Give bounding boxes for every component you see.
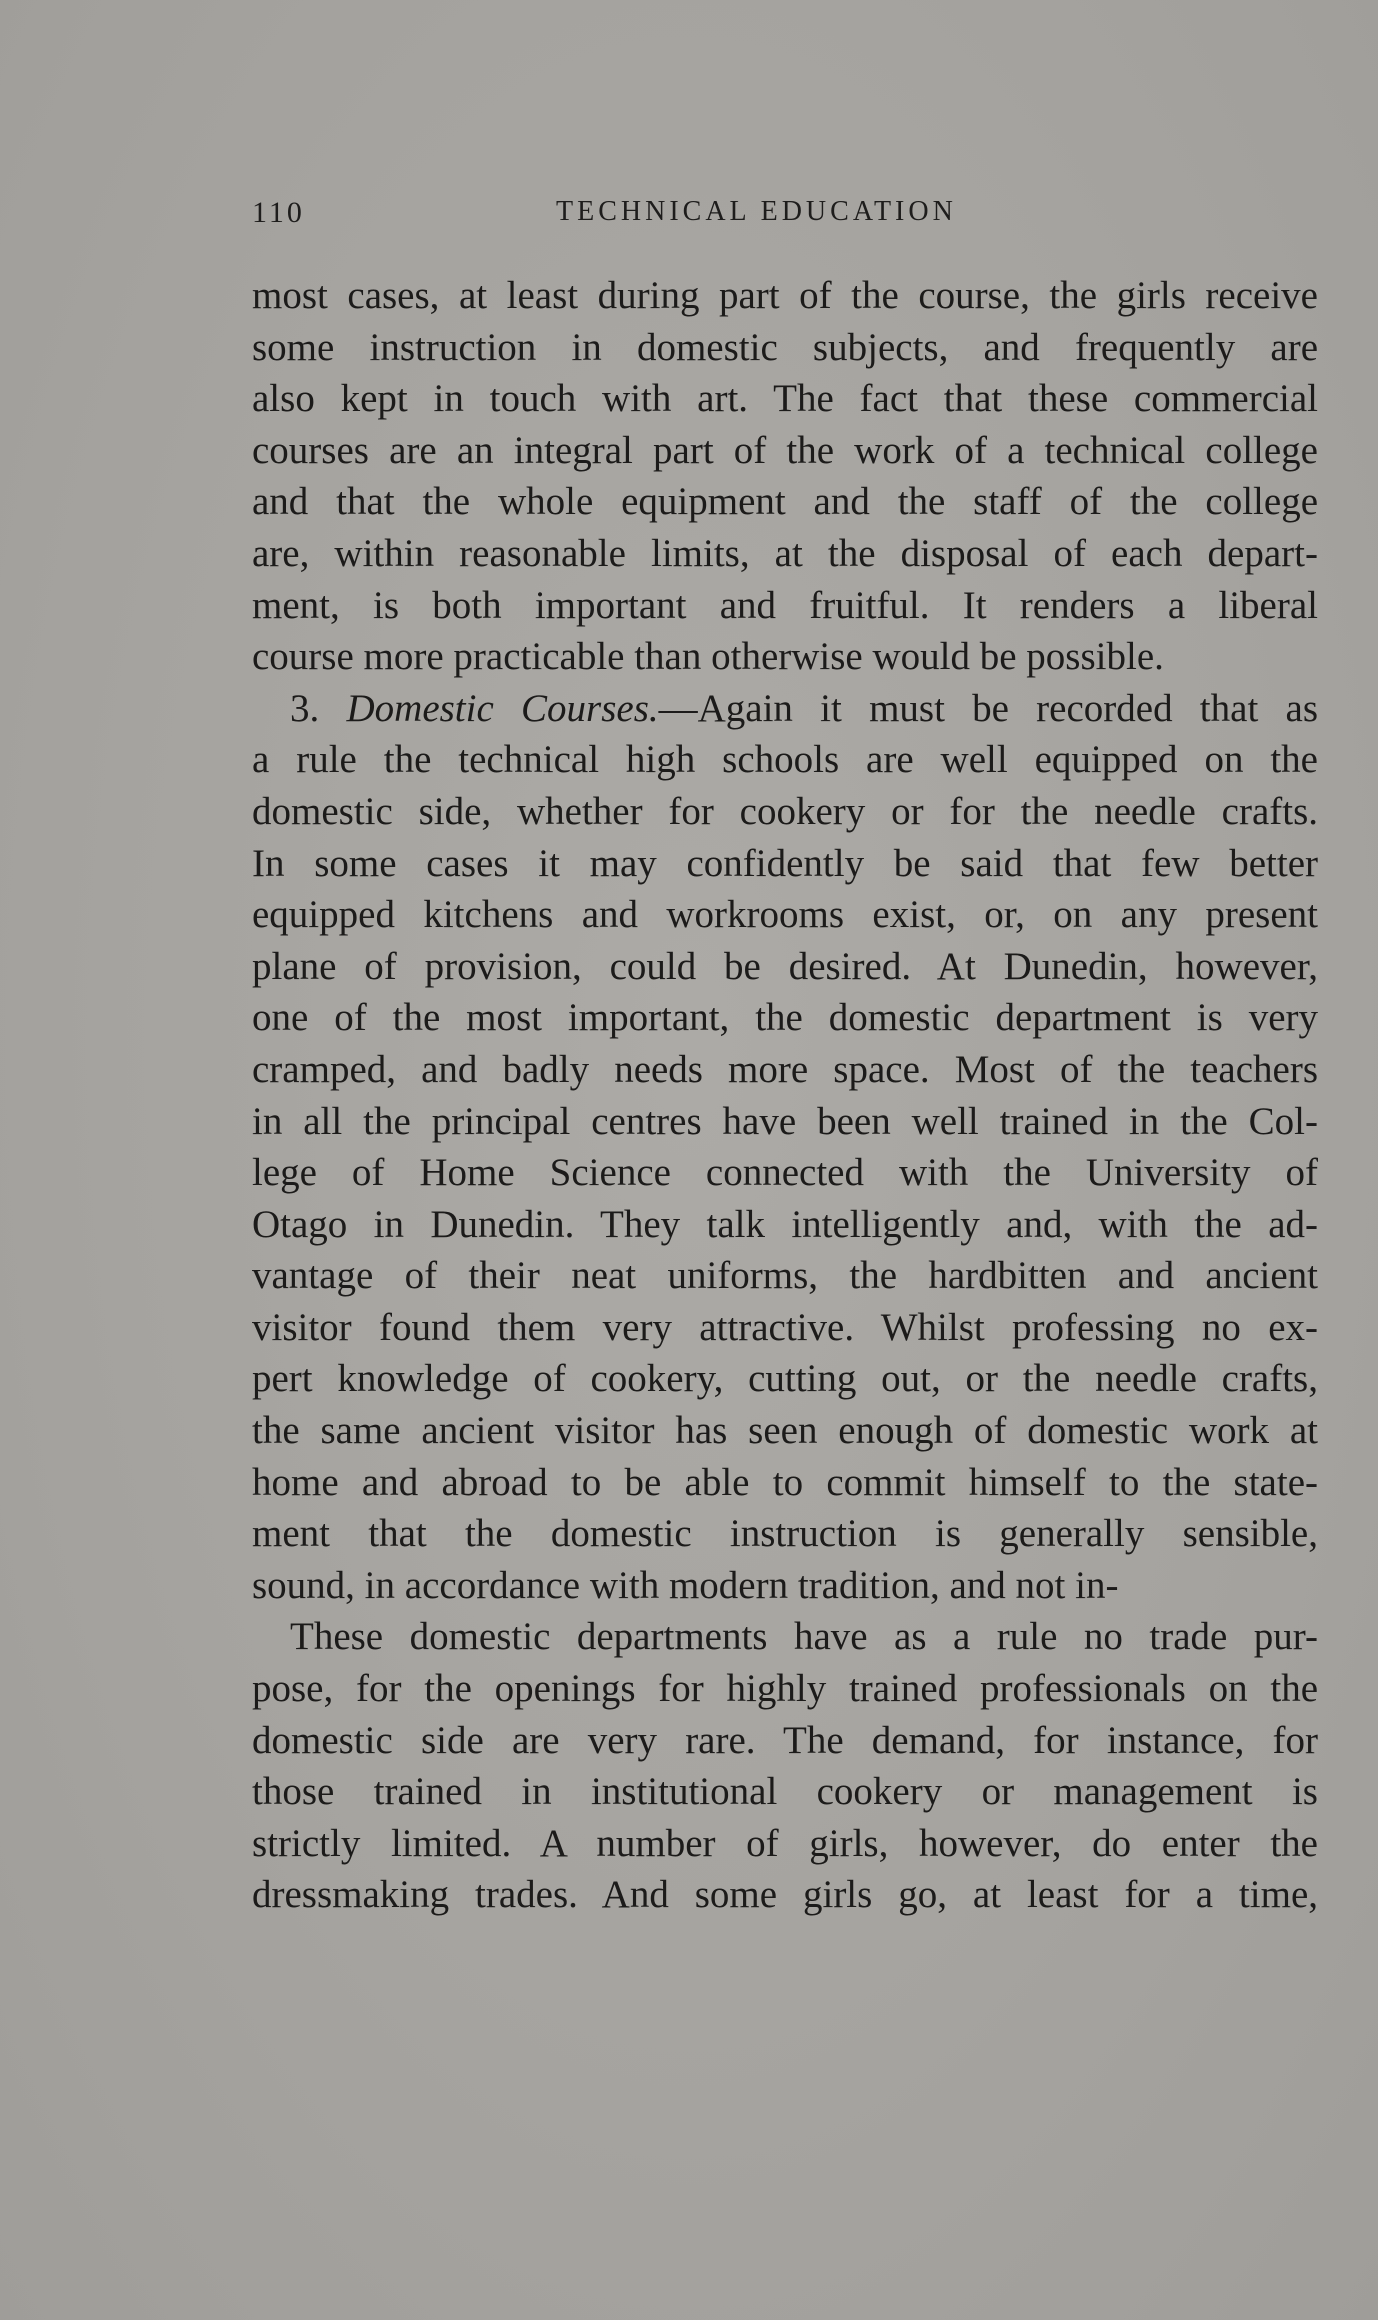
- text-line: ment that the domestic instruction is generally sensible,: [252, 1512, 1318, 1556]
- text-line: pose, for the openings for highly trained professionals on the: [252, 1667, 1318, 1711]
- text-line: some instruction in domestic subjects, and frequently are: [252, 325, 1318, 369]
- text-line: course more practicable than otherwise would be possible.: [252, 635, 1164, 679]
- text-line: plane of provision, could be desired. At Dunedin, however,: [252, 944, 1318, 988]
- text-line: visitor found them very attractive. Whilst professing no ex-: [252, 1305, 1318, 1349]
- text-line: lege of Home Science connected with the University of: [252, 1151, 1318, 1195]
- text-line: sound, in accordance with modern tradition, and not in-: [252, 1563, 1119, 1607]
- running-head: TECHNICAL EDUCATION: [556, 196, 957, 227]
- text-line: also kept in touch with art. The fact that these commercial: [252, 377, 1318, 421]
- text-line: courses are an integral part of the work of a technical college: [252, 428, 1318, 472]
- text-line: are, within reasonable limits, at the disposal of each depart-: [252, 531, 1318, 575]
- section-number: 3.: [290, 686, 320, 730]
- text-line: domestic side, whether for cookery or for the needle crafts.: [252, 789, 1318, 833]
- text-line: and that the whole equipment and the staff of the college: [252, 480, 1318, 524]
- section-heading: Domestic Courses.: [346, 686, 659, 730]
- text-line: Otago in Dunedin. They talk intelligently and, with the ad-: [252, 1202, 1318, 1246]
- text-line: dressmaking trades. And some girls go, at least for a time,: [252, 1873, 1318, 1917]
- text-line: the same ancient visitor has seen enough of domestic work at: [252, 1409, 1318, 1453]
- text-line: pert knowledge of cookery, cutting out, or the needle crafts,: [252, 1357, 1318, 1401]
- page-number: 110: [252, 196, 305, 229]
- text-line: These domestic departments have as a rule no trade pur-: [290, 1615, 1318, 1659]
- text-line: a rule the technical high schools are well equipped on the: [252, 738, 1318, 782]
- text-line: those trained in institutional cookery or management is: [252, 1770, 1318, 1814]
- text-line: equipped kitchens and workrooms exist, or, on any present: [252, 893, 1318, 937]
- text-line-continuation: —Again it must be recorded that as: [658, 686, 1319, 730]
- text-line: ment, is both important and fruitful. It renders a liberal: [252, 583, 1318, 627]
- text-line: most cases, at least during part of the course, the girls receive: [252, 274, 1318, 317]
- body-text: [252, 270, 1318, 1921]
- page-header: [252, 196, 1010, 236]
- section-heading-line: [252, 683, 1318, 735]
- text-line: strictly limited. A number of girls, however, do enter the: [252, 1821, 1318, 1865]
- text-line: home and abroad to be able to commit himself to the state-: [252, 1460, 1318, 1504]
- text-line: cramped, and badly needs more space. Most of the teachers: [252, 1047, 1318, 1091]
- text-line: vantage of their neat uniforms, the hardbitten and ancient: [252, 1254, 1318, 1298]
- text-line: in all the principal centres have been well trained in the Col-: [252, 1099, 1318, 1143]
- text-line: one of the most important, the domestic department is very: [252, 996, 1318, 1040]
- text-line: domestic side are very rare. The demand, for instance, for: [252, 1718, 1318, 1762]
- text-line: In some cases it may confidently be said that few better: [252, 841, 1318, 885]
